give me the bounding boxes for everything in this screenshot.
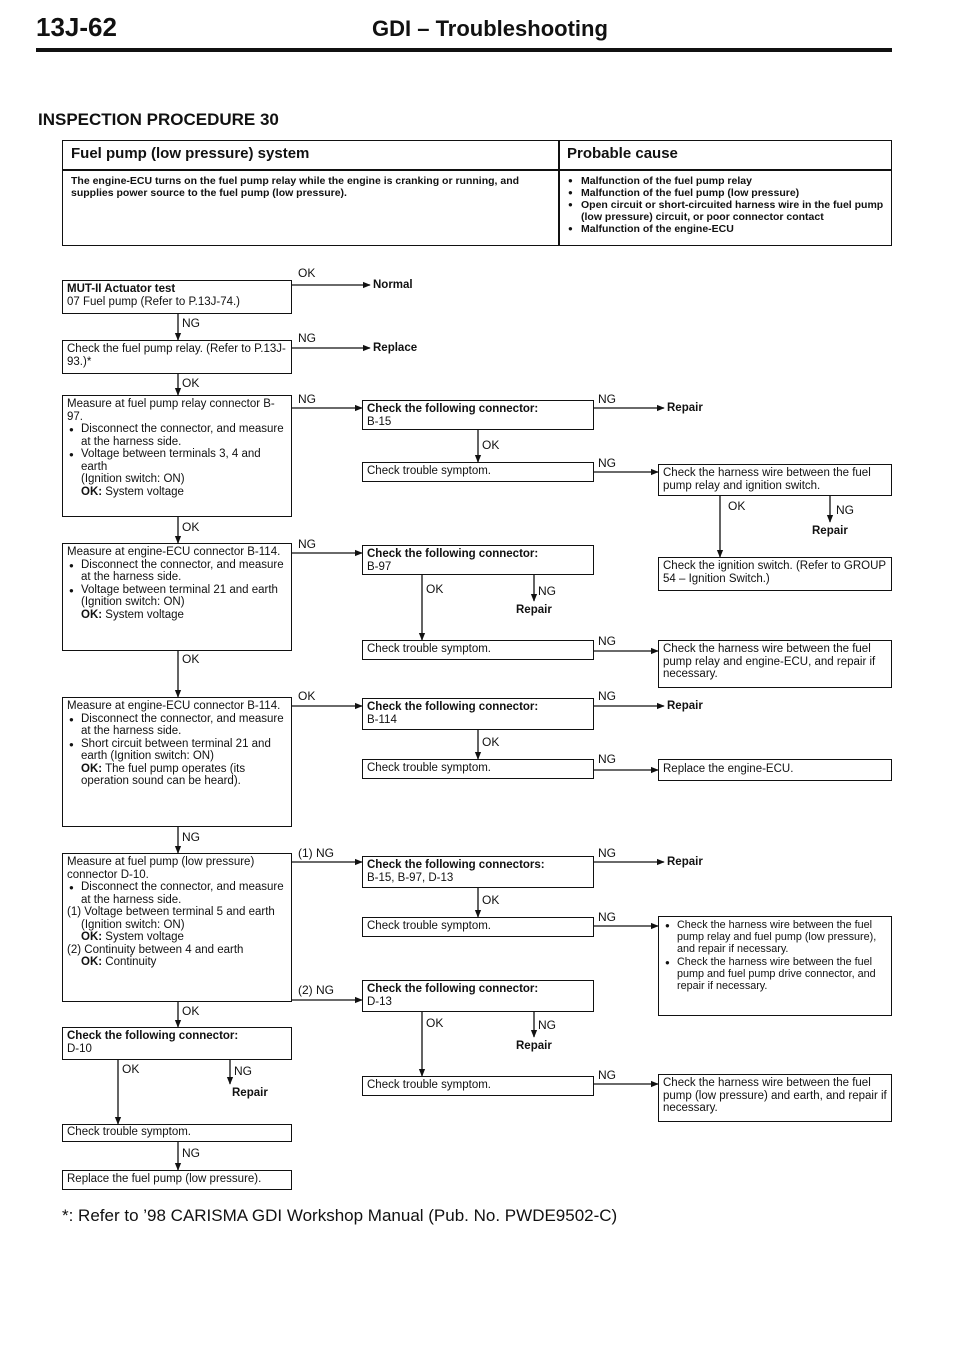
- box-title: Check the following connector:: [367, 403, 539, 415]
- list-item: ● Disconnect the connector, and measure at the harness side.: [81, 881, 287, 906]
- ok-text: System voltage: [105, 485, 184, 498]
- ok-text: The fuel pump operates (its operation sound can be heard).: [81, 762, 246, 787]
- ok-line: [81, 763, 287, 788]
- ok-line: [81, 486, 287, 499]
- ok-label: OK:: [81, 762, 103, 775]
- ok-label: OK: [426, 582, 444, 596]
- system-header: Fuel pump (low pressure) system: [71, 145, 310, 162]
- box-text: Check trouble symptom.: [367, 1079, 491, 1091]
- ok-text: System voltage: [105, 931, 184, 943]
- repair-result: Repair: [516, 604, 552, 616]
- ng-label: NG: [234, 1064, 252, 1078]
- ok-text: System voltage: [105, 608, 184, 621]
- box-text: Replace the fuel pump (low pressure).: [67, 1173, 262, 1185]
- box-text: D-13: [367, 995, 392, 1008]
- repair-result: Repair: [667, 856, 703, 868]
- box-text: Check the ignition switch. (Refer to GROUP 54 – Ignition Switch.): [663, 560, 886, 585]
- b15-connector-check-box: [362, 400, 594, 430]
- ok-label: OK: [182, 376, 200, 390]
- ok-line: [67, 956, 287, 969]
- ng-label: NG: [538, 1018, 556, 1032]
- step-list: [67, 423, 287, 498]
- trouble-symptom-box: [62, 1124, 292, 1142]
- list-item: ● Malfunction of the fuel pump (low pressure): [581, 187, 887, 199]
- ng-label: NG: [598, 456, 616, 470]
- repair-result: Repair: [812, 525, 848, 537]
- ecu-connector-measure-box: [62, 543, 292, 651]
- step-text: Continuity between 4 and earth: [84, 943, 244, 956]
- ok-line: [81, 609, 287, 622]
- list-item: ● Malfunction of the fuel pump relay: [581, 175, 887, 187]
- box-title: Check the following connector:: [367, 701, 539, 713]
- box-text: 07 Fuel pump (Refer to P.13J-74.): [67, 295, 241, 308]
- ng-label: (1) NG: [298, 846, 334, 860]
- repair-result: Repair: [667, 402, 703, 414]
- ok-label: OK: [122, 1062, 140, 1076]
- replace-ecu-box: [658, 759, 892, 781]
- ng-label: NG: [598, 634, 616, 648]
- ok-label: OK:: [81, 608, 103, 621]
- list-item: ● Voltage between terminal 21 and earth (Ignition switch: ON): [81, 584, 287, 609]
- ng-label: (2) NG: [298, 983, 334, 997]
- ecu-short-circuit-box: [62, 697, 292, 827]
- ok-label: OK: [728, 499, 746, 513]
- box-title: Check the following connector:: [67, 1030, 239, 1042]
- actuator-test-box: [62, 280, 292, 314]
- list-item: ● Disconnect the connector, and measure at the harness side.: [81, 559, 287, 584]
- trouble-symptom-box: [362, 759, 594, 779]
- b114-connector-check-box: [362, 698, 594, 730]
- box-text: Check trouble symptom.: [367, 465, 491, 477]
- fuel-pump-connector-measure-box: [62, 853, 292, 1002]
- harness-relay-ecu-box: [658, 640, 892, 688]
- step-list: [663, 919, 887, 992]
- ng-label: NG: [598, 910, 616, 924]
- harness-fuel-pump-earth-box: [658, 1074, 892, 1122]
- ok-label: OK: [482, 893, 500, 907]
- box-text: Check the fuel pump relay. (Refer to P.13J-93.)*: [67, 343, 286, 368]
- box-title: Check the following connectors:: [367, 859, 545, 871]
- ng-label: NG: [598, 752, 616, 766]
- list-item: ● Open circuit or short-circuited harness wire in the fuel pump (low pressure) circuit, or poor connector contact: [581, 199, 887, 223]
- ng-label: NG: [182, 316, 200, 330]
- page-code: 13J-62: [36, 12, 117, 42]
- box-text: Check the harness wire between the fuel pump relay and engine-ECU, and repair if necessary.: [663, 643, 876, 680]
- box-text: Check trouble symptom.: [367, 920, 491, 932]
- list-item: ● Disconnect the connector, and measure at the harness side.: [81, 423, 287, 448]
- list-item: ● Voltage between terminals 3, 4 and earth: [81, 448, 287, 473]
- ng-label: NG: [298, 392, 316, 406]
- step-list: [67, 559, 287, 622]
- relay-check-box: [62, 340, 292, 374]
- list-item: ● Short circuit between terminal 21 and earth (Ignition switch: ON): [81, 738, 287, 763]
- multi-connector-check-box: [362, 856, 594, 888]
- ng-label: NG: [598, 689, 616, 703]
- step-number: (2): [67, 943, 82, 956]
- box-text: B-15, B-97, D-13: [367, 871, 454, 884]
- repair-result: Repair: [516, 1040, 552, 1052]
- ok-label: OK: [298, 689, 316, 703]
- box-text: Measure at fuel pump relay connector B-97.: [67, 398, 275, 423]
- ok-text: Continuity: [105, 956, 157, 968]
- ok-label: OK:: [81, 956, 103, 968]
- box-text: Check trouble symptom.: [367, 643, 491, 655]
- repair-result: Repair: [667, 700, 703, 712]
- box-title: MUT-II Actuator test: [67, 283, 176, 295]
- box-title: Check the following connector:: [367, 548, 539, 560]
- section-title: GDI – Troubleshooting: [372, 16, 608, 41]
- box-text: B-97: [367, 560, 392, 573]
- trouble-symptom-box: [362, 917, 594, 937]
- ok-label: OK: [182, 1004, 200, 1018]
- harness-fuel-pump-box: [658, 916, 892, 1016]
- box-title: Check the following connector:: [367, 983, 539, 995]
- footnote: *: Refer to ’98 CARISMA GDI Workshop Manual (Pub. No. PWDE9502-C): [62, 1206, 618, 1225]
- list-item: ● Malfunction of the engine-ECU: [581, 223, 887, 235]
- box-text: Check the harness wire between the fuel pump relay and ignition switch.: [663, 467, 871, 492]
- ng-label: NG: [298, 331, 316, 345]
- step-text: Voltage between terminal 5 and earth: [84, 906, 275, 918]
- box-text: Check the harness wire between the fuel pump (low pressure) and earth, and repair if necessary.: [663, 1077, 887, 1114]
- list-item: (Ignition switch: ON): [81, 473, 185, 485]
- list-item: ● Disconnect the connector, and measure at the harness side.: [81, 713, 287, 738]
- trouble-symptom-box: [362, 1076, 594, 1096]
- normal-result: Normal: [373, 279, 413, 291]
- ng-label: NG: [298, 537, 316, 551]
- ok-label: OK: [426, 1016, 444, 1030]
- ok-label: OK: [482, 438, 500, 452]
- step-list: [67, 713, 287, 788]
- ok-label: OK:: [81, 485, 103, 498]
- d13-connector-check-box: [362, 980, 594, 1012]
- cause-header: Probable cause: [567, 145, 678, 162]
- ng-label: NG: [182, 1146, 200, 1160]
- trouble-symptom-box: [362, 462, 594, 482]
- box-text: Check trouble symptom.: [367, 762, 491, 774]
- ng-label: NG: [836, 503, 854, 517]
- box-text: Replace the engine-ECU.: [663, 763, 794, 775]
- numbered-step: [67, 906, 287, 919]
- step-list: [67, 881, 287, 906]
- box-text: Check trouble symptom.: [67, 1126, 191, 1138]
- box-text: Measure at engine-ECU connector B-114.: [67, 700, 281, 712]
- ng-label: NG: [598, 392, 616, 406]
- ng-label: NG: [538, 584, 556, 598]
- ng-label: NG: [598, 1068, 616, 1082]
- ng-label: NG: [182, 830, 200, 844]
- box-text: Measure at engine-ECU connector B-114.: [67, 546, 281, 558]
- ok-label: OK: [182, 652, 200, 666]
- trouble-symptom-box: [362, 640, 594, 660]
- system-description: The engine-ECU turns on the fuel pump relay while the engine is cranking or running, and supplies power source to the fuel pump (low pressure).: [71, 175, 520, 199]
- ok-label: OK:: [81, 931, 103, 943]
- replace-result: Replace: [373, 342, 418, 354]
- ignition-switch-check-box: [658, 557, 892, 591]
- step-number: (1): [67, 906, 82, 918]
- box-text: B-15: [367, 415, 392, 428]
- b97-connector-check-box: [362, 545, 594, 575]
- box-text: D-10: [67, 1042, 92, 1055]
- list-item: ● Check the harness wire between the fuel pump relay and fuel pump (low pressure), and repair if necessary.: [677, 919, 887, 956]
- ok-label: OK: [482, 735, 500, 749]
- ng-label: NG: [598, 846, 616, 860]
- ok-label: OK: [182, 520, 200, 534]
- step-condition: (Ignition switch: ON): [81, 918, 185, 931]
- box-text: B-114: [367, 713, 397, 726]
- procedure-title: INSPECTION PROCEDURE 30: [38, 110, 279, 129]
- list-item: ● Check the harness wire between the fuel pump and fuel pump drive connector, and repair if necessary.: [677, 956, 887, 993]
- repair-result: Repair: [232, 1087, 268, 1099]
- harness-relay-ignition-box: [658, 464, 892, 496]
- relay-connector-measure-box: [62, 395, 292, 517]
- numbered-step: [67, 944, 287, 957]
- d10-connector-check-box: [62, 1027, 292, 1060]
- replace-fuel-pump-box: [62, 1170, 292, 1190]
- ok-line: [67, 931, 287, 944]
- ok-label: OK: [298, 266, 316, 280]
- box-text: Measure at fuel pump (low pressure) connector D-10.: [67, 856, 255, 881]
